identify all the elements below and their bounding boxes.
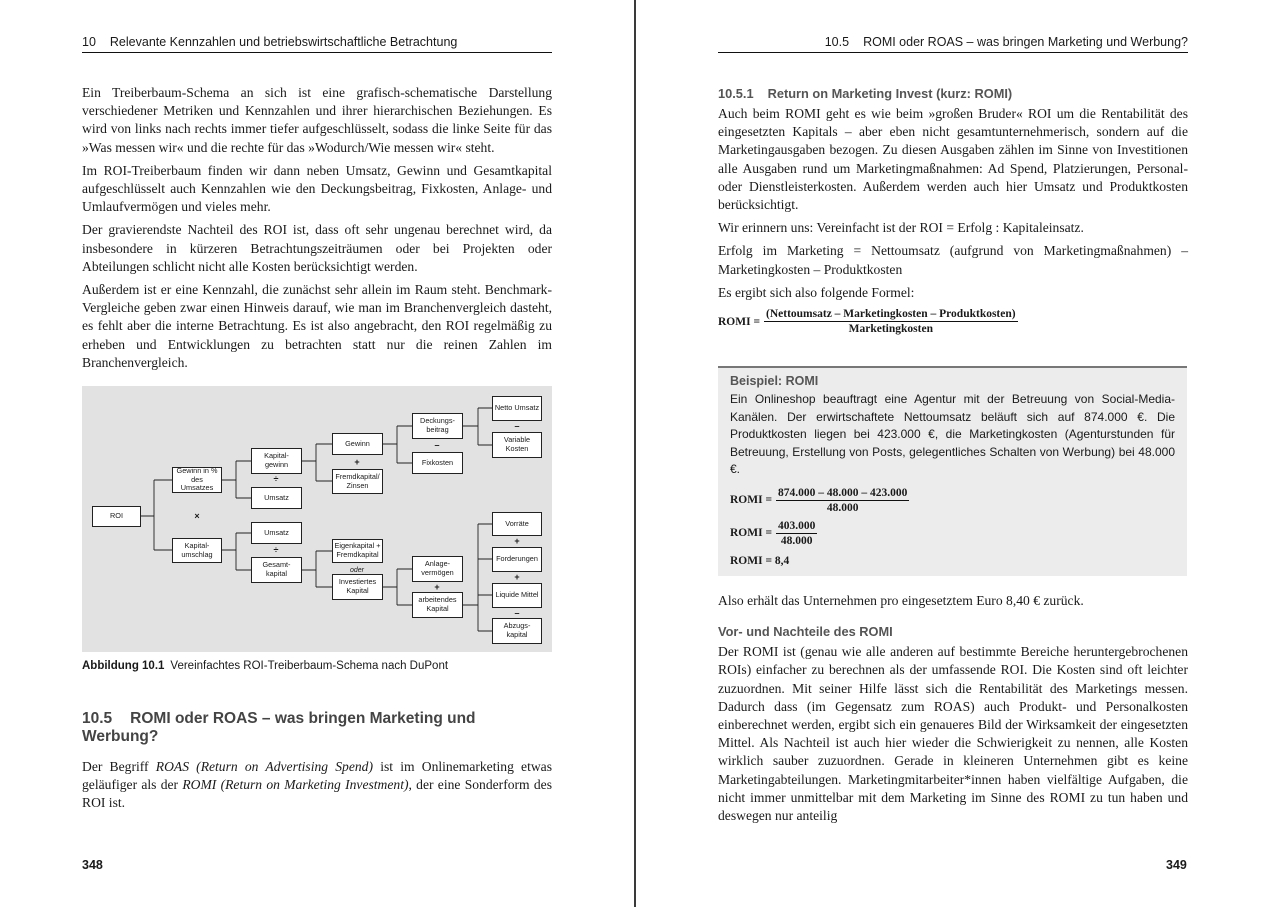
- tree-box-eigen-fremdkapital: Eigenkapital + Fremdkapital: [332, 539, 383, 563]
- tree-box-forderungen: Forderungen: [492, 547, 542, 572]
- tree-box-liquide-mittel: Liquide Mittel: [492, 583, 542, 608]
- paragraph: Ein Treiberbaum-Schema an sich ist eine grafisch-schematische Darstellung verschiedener Metriken und Kennzahlen und ihrer hierarchischen Beziehungen. Es wird von links nach rechts immer tiefer aufgeschlüsselt, sodass die linke Seite für das »Was messen wir« und die rechte für das »Wodurch/Wie messen wir« steht.: [82, 85, 552, 155]
- tree-box-gewinn-prozent: Gewinn in % des Umsatzes: [172, 467, 222, 493]
- text-run: Der Begriff: [82, 759, 156, 774]
- tree-box-gesamtkapital: Gesamt-kapital: [251, 557, 302, 583]
- formula-lhs: ROMI =: [730, 494, 773, 507]
- formula-denominator: 48.000: [780, 534, 813, 547]
- caption-text: Vereinfachtes ROI-Treiberbaum-Schema nach DuPont: [170, 660, 449, 672]
- fraction: [776, 487, 909, 514]
- section-title: ROMI oder ROAS – was bringen Marketing und Werbung?: [863, 35, 1188, 49]
- section-number: 10.5: [824, 35, 850, 49]
- paragraph: Im ROI-Treiberbaum finden wir dann neben Umsatz, Gewinn und Gesamtkapital aufgeschlüsselt auch Kennzahlen wie den Deckungsbeitrag, Fixkosten, Anlage- und Umlaufvermögen und vieles mehr.: [82, 162, 552, 215]
- operator-plus: +: [434, 582, 440, 592]
- operator-times: ×: [194, 511, 200, 521]
- paragraph: Also erhält das Unternehmen pro eingesetztem Euro 8,40 € zurück.: [718, 593, 1084, 608]
- text-run: , der eine Sonderform des ROI ist.: [82, 777, 553, 811]
- page-number: 349: [1166, 858, 1187, 872]
- paragraph: Außerdem ist er eine Kennzahl, die zunächst sehr allein im Raum steht. Benchmark-Vergleiche geben zwar einen Hinweis darauf, wie man im Branchenvergleich dasteht, es fehlt aber die interne Betrachtung. Es ist also angebracht, den ROI regelmäßig zu erheben und Entwicklungen zu betrachten statt nur die reinen Zahlen im Branchenvergleich.: [82, 282, 552, 370]
- tree-box-variable-kosten: Variable Kosten: [492, 432, 542, 458]
- figure-caption: [82, 660, 448, 672]
- operator-div: ÷: [273, 545, 279, 555]
- right-page: [636, 0, 1270, 907]
- tree-box-umsatz: Umsatz: [251, 522, 302, 544]
- left-page: [0, 0, 634, 907]
- tree-box-umsatz: Umsatz: [251, 487, 302, 509]
- formula-numerator: (Nettoumsatz – Marketingkosten – Produktkosten): [766, 308, 1016, 321]
- tree-box-kapitalgewinn: Kapital-gewinn: [251, 448, 302, 474]
- paragraph: Erfolg im Marketing = Nettoumsatz (aufgrund von Marketingmaßnahmen) – Marketingkosten – Produktkosten: [718, 243, 1188, 277]
- tree-box-fremdkapital-zinsen: Fremdkapital/ Zinsen: [332, 469, 383, 494]
- tree-box-anlagevermoegen: Anlage-vermögen: [412, 556, 463, 582]
- tree-box-fixkosten: Fixkosten: [412, 452, 463, 474]
- body-text-after-example: [718, 592, 1188, 830]
- paragraph: [82, 758, 552, 813]
- tree-box-abzugskapital: Abzugs-kapital: [492, 618, 542, 644]
- chapter-number: 10: [82, 35, 96, 49]
- formula-denominator: 48.000: [826, 501, 859, 514]
- paragraph: Der gravierendste Nachteil des ROI ist, dass oft sehr ungenau berechnet wird, da insbesondere in kürzeren Betrachtungszeiträumen oder bei Projekten oder Abteilungen schlicht nicht alle Kosten berücksichtigt werden.: [82, 222, 552, 274]
- paragraph: Auch beim ROMI geht es wie beim »großen Bruder« ROI um die Rentabilität des eingesetzten Kapitals – aber eben nicht gesamtunternehmerisch, sondern auf die Marketingausgaben bezogen. Zu diesen Ausgaben zählen im Sinne von Investitionen alle Ausgaben rund um Marketingmaßnahmen: Ad Spend, Platzierungen, Personal- oder Dienstleisterkosten. Außerdem werden auch hier Umsatz und Produktkosten berücksichtigt.: [718, 106, 1188, 213]
- section-number: 10.5: [82, 710, 113, 727]
- text-run: ist im Onlinemarketing etwas geläufiger als der: [82, 759, 553, 793]
- operator-plus: +: [514, 572, 520, 582]
- example-formula-2: [730, 520, 1175, 547]
- body-text: [718, 86, 1188, 335]
- subsection-number: 10.5.1: [718, 86, 754, 101]
- chapter-title: Relevante Kennzahlen und betriebswirtschaftliche Betrachtung: [109, 35, 458, 49]
- formula-denominator: Marketingkosten: [848, 323, 933, 336]
- running-head: [718, 34, 1188, 53]
- page-number: 348: [82, 858, 103, 872]
- operator-plus: +: [514, 536, 520, 546]
- subheading-pros-cons: Vor- und Nachteile des ROMI: [718, 624, 893, 640]
- tree-connector-lines: [82, 386, 552, 652]
- caption-label: Abbildung 10.1: [82, 660, 165, 672]
- tree-box-deckungsbeitrag: Deckungs-beitrag: [412, 413, 463, 439]
- paragraph: Wir erinnern uns: Vereinfacht ist der ROI = Erfolg : Kapitaleinsatz.: [718, 220, 1084, 236]
- formula-lhs: ROMI =: [730, 527, 773, 540]
- tree-box-arbeitendes-kapital: arbeitendes Kapital: [412, 592, 463, 618]
- example-formula-3: ROMI = 8,4: [730, 554, 790, 567]
- operator-minus: –: [514, 608, 520, 618]
- operator-minus: –: [434, 440, 440, 450]
- example-formula-1: [730, 487, 1175, 514]
- section-block: [82, 710, 552, 818]
- tree-box-investiertes-kapital: Investiertes Kapital: [332, 574, 383, 600]
- roi-driver-tree-figure: [82, 386, 552, 652]
- fraction: [764, 308, 1018, 335]
- section-title: ROMI oder ROAS – was bringen Marketing und Werbung?: [82, 710, 476, 745]
- section-heading: [82, 710, 552, 746]
- formula-lhs: ROMI =: [718, 315, 761, 328]
- paragraph: Der ROMI ist (genau wie alle anderen auf bestimmte Bereiche heruntergebrochenen ROIs) einfacher zu berechnen als der umfassende ROI. Die Kosten sind oft leichter zuzuordnen. Mit seiner Hilfe lässt sich die Rentabilität des Marketings messen. Dadurch dass (im Gegensatz zum ROAS) auch Produkt- und Personalkosten einberechnet werden, ergibt sich ein genaueres Bild der Wirksamkeit der eingesetzten Mittel. Als Nachteil ist auch hier wieder die Schwierigkeit zu nennen, alle Kosten wirklich sauber zuzuordnen. Gerade in kleineren Unternehmen gibt es keine Marketingabteilungen. Marketingmitarbeiter*innen haben vielfältige Aufgaben, die nicht immer unmittelbar mit dem Marketing im Sinne des ROMI zu tun haben und deswegen nur anteilig: [718, 644, 1188, 824]
- fraction: [776, 520, 817, 547]
- example-box: [718, 366, 1187, 576]
- operator-oder: oder: [349, 567, 364, 574]
- body-text: [82, 84, 552, 377]
- term-romi: ROMI (Return on Marketing Investment): [182, 777, 409, 793]
- paragraph: Es ergibt sich also folgende Formel:: [718, 284, 915, 300]
- running-head: [82, 34, 552, 53]
- formula-numerator: 874.000 – 48.000 – 423.000: [778, 486, 908, 499]
- example-text: Ein Onlineshop beauftragt eine Agentur mit der Betreuung von Social-Media-Kanälen. Der erwirtschaftete Nettoumsatz beläuft sich auf 874.000 €. Die Produktkosten liegen bei 423.000 €, die Marketingkosten (Agenturstunden für Betreuung, Erstellung von Posts, gelegentliches Schalten von Werbung) bei 48.000 €.: [730, 392, 1175, 477]
- tree-box-gewinn: Gewinn: [332, 433, 383, 455]
- tree-box-vorraete: Vorräte: [492, 512, 542, 536]
- subsection-heading: [718, 86, 1188, 101]
- term-roas: ROAS (Return on Advertising Spend): [155, 759, 374, 774]
- operator-plus: +: [354, 457, 360, 467]
- operator-minus: –: [514, 421, 520, 431]
- tree-box-netto-umsatz: Netto Umsatz: [492, 396, 542, 421]
- tree-box-roi: ROI: [92, 506, 141, 527]
- romi-formula: [718, 308, 1188, 335]
- operator-div: ÷: [273, 474, 279, 484]
- subsection-title: Return on Marketing Invest (kurz: ROMI): [767, 86, 1013, 101]
- example-title: Beispiel: ROMI: [730, 374, 819, 388]
- tree-box-kapitalumschlag: Kapital-umschlag: [172, 538, 222, 563]
- formula-numerator: 403.000: [778, 519, 816, 532]
